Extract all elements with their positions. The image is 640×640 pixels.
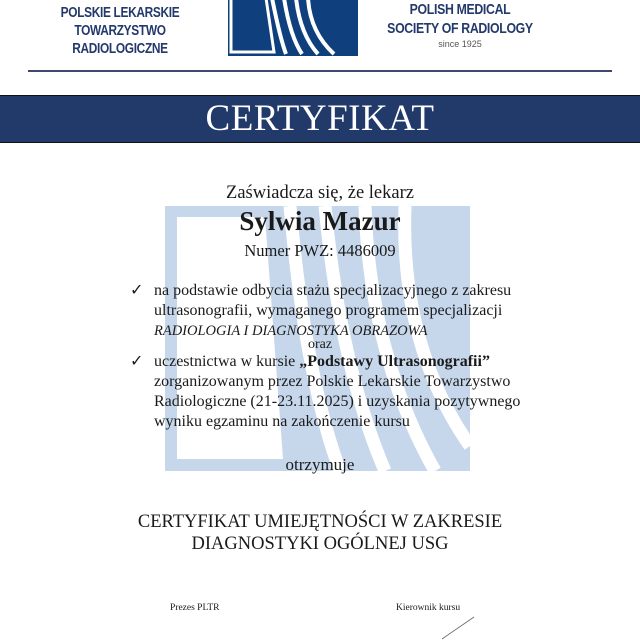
org-name-english [378,0,542,38]
item-line: zorganizowanym przez Polskie Lekarskie Towarzystwo [154,373,511,390]
pwz-number: Numer PWZ: 4486009 [244,241,396,260]
header-divider [28,70,612,72]
org-name-polish-line1: POLSKIE LEKARSKIE [60,5,180,21]
specialization-name: RADIOLOGIA I DIAGNOSTYKA OBRAZOWA [154,323,428,339]
course-name: „Podstawy Ultrasonografii” [299,353,490,370]
receives-text: otrzymuje [285,455,355,474]
checkmark-icon: ✓ [130,282,144,299]
conjunction-text: oraz [307,337,333,352]
signature-label-course-director: Kierownik kursu [396,603,461,613]
signature-stroke-icon [440,615,480,640]
certificate-name-line1: CERTYFIKAT UMIEJĘTNOŚCI W ZAKRESIE [137,512,503,532]
pltr-logo-icon [228,0,358,56]
recipient-name: Sylwia Mazur [239,206,401,236]
certificate-name-line2: DIAGNOSTYKI OGÓLNEJ USG [191,534,449,554]
item-line: ultrasonografii, wymaganego programem specjalizacji [154,302,503,319]
item-line [154,352,554,372]
title-banner [0,95,640,143]
certificate-title: CERTYFIKAT [205,98,435,139]
founded-year: since 1925 [438,39,482,49]
item-prefix: uczestnictwa w kursie [154,353,300,370]
org-name-polish [30,4,210,58]
signature-label-president: Prezes PLTR [170,603,220,613]
org-name-polish-line2: TOWARZYSTWO RADIOLOGICZNE [72,23,168,57]
attestation-text: Zaświadcza się, że lekarz [226,183,414,203]
org-name-english-line2: SOCIETY OF RADIOLOGY [387,20,533,37]
item-line: na podstawie odbycia stażu specjalizacyjnego z zakresu [154,282,512,299]
checkmark-icon: ✓ [130,353,144,370]
org-name-english-line1: POLISH MEDICAL [409,1,511,18]
item-line: Radiologiczne (21-23.11.2025) i uzyskania pozytywnego [154,393,521,410]
item-line: wyniku egzaminu na zakończenie kursu [154,413,410,430]
